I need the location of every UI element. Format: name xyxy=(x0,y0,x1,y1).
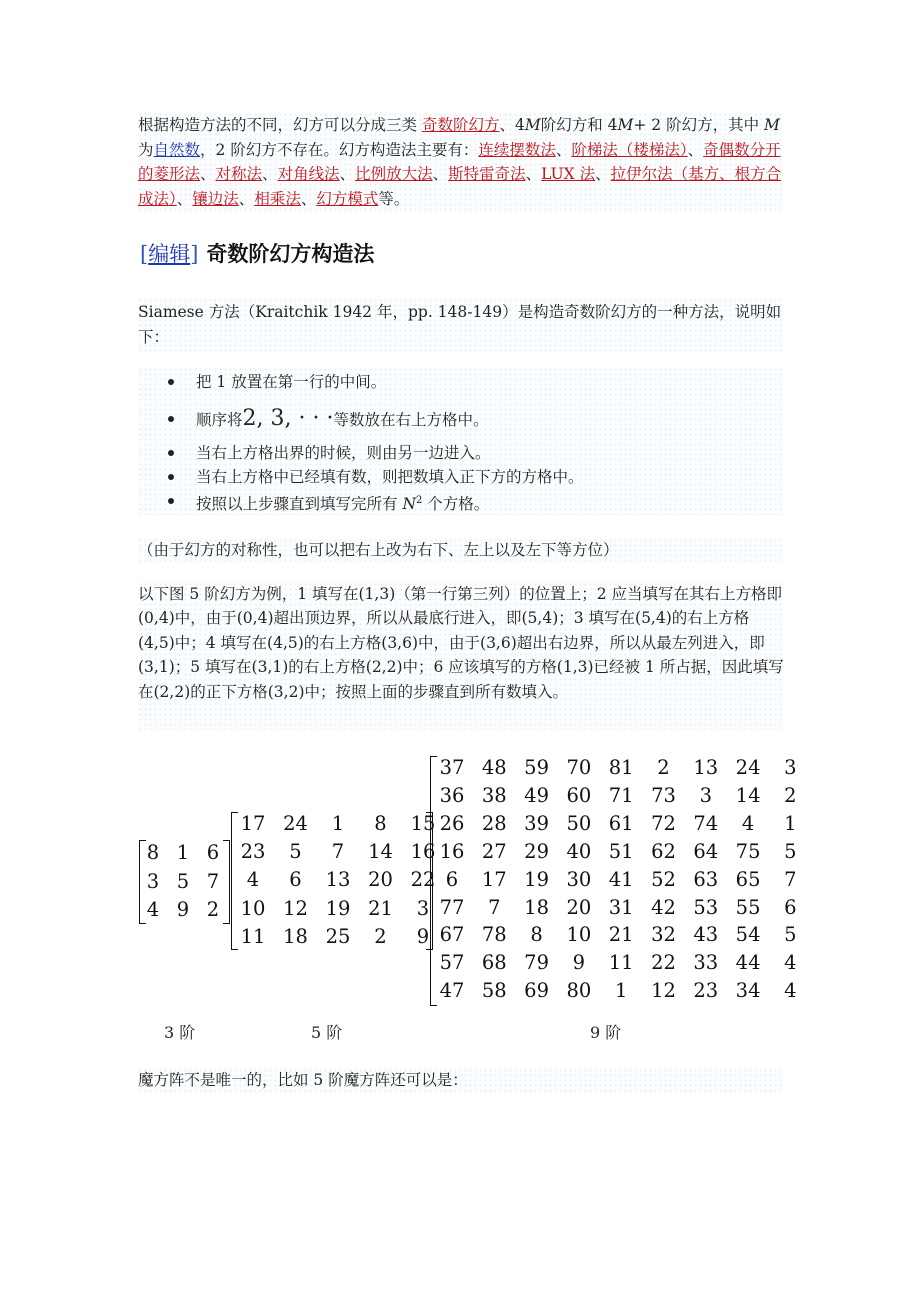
separator: 、 xyxy=(300,189,317,208)
steps-list-block xyxy=(138,367,784,515)
matrix-cell: 54 xyxy=(735,923,761,947)
matrix-cell: 7 xyxy=(206,869,220,893)
matrix-cell: 27 xyxy=(481,839,507,863)
matrix-cell: 21 xyxy=(608,923,634,947)
closing-paragraph: 魔方阵不是唯一的，比如 5 阶魔方阵还可以是： xyxy=(138,1068,784,1094)
separator: 、 xyxy=(238,189,255,208)
matrix-cell: 63 xyxy=(693,867,719,891)
matrix-cell: 7 xyxy=(331,840,345,864)
matrix-5x5 xyxy=(231,810,434,952)
matrix-cell: 50 xyxy=(566,811,592,835)
caption-5: 5 阶 xyxy=(311,1023,343,1042)
intro-text: 等。 xyxy=(378,189,410,208)
matrix-cell: 12 xyxy=(283,896,308,920)
matrix-cell: 73 xyxy=(651,783,676,807)
matrix-cell: 62 xyxy=(651,839,676,863)
matrix-cell: 3 xyxy=(784,756,797,779)
matrix-cell: 6 xyxy=(289,868,302,892)
matrix-cell: 31 xyxy=(608,895,634,919)
matrix-cell: 28 xyxy=(481,811,507,835)
matrix-cell: 52 xyxy=(651,867,676,891)
bracket-open: [ xyxy=(140,242,149,266)
link-odd-even-diamond[interactable]: 奇偶数分开的菱形法 xyxy=(138,140,781,183)
matrix-cell: 44 xyxy=(735,951,761,975)
matrix-cell: 22 xyxy=(410,868,436,892)
edit-link[interactable]: 编辑 xyxy=(148,242,191,266)
separator: 、 xyxy=(555,140,572,159)
matrix-cell: 36 xyxy=(439,783,465,807)
matrix-cell: 11 xyxy=(608,951,634,975)
matrix-cell: 57 xyxy=(439,951,465,975)
matrix-cell: 38 xyxy=(481,783,507,807)
matrix-cell: 22 xyxy=(651,951,676,975)
matrix-cell: 19 xyxy=(524,867,549,891)
math-variable: M xyxy=(524,116,541,134)
matrix-cell: 81 xyxy=(608,756,634,779)
matrix-cell: 23 xyxy=(240,840,266,864)
matrix-cell: 2 xyxy=(657,756,670,779)
matrix-cell: 61 xyxy=(608,811,634,835)
link-lahire-method[interactable]: 拉伊尔法（基方、根方合成法） xyxy=(138,165,782,208)
matrix-cell: 72 xyxy=(651,811,676,835)
separator: 、 xyxy=(595,165,611,183)
matrix-cell: 4 xyxy=(784,979,797,1003)
matrix-cell: 16 xyxy=(410,840,436,864)
matrix-cell: 8 xyxy=(146,841,160,864)
matrix-cell: 14 xyxy=(368,840,393,864)
matrix-cell: 16 xyxy=(439,839,465,863)
matrix-cell: 20 xyxy=(566,895,592,919)
matrix-cell: 64 xyxy=(693,839,719,863)
link-diagonal-method[interactable]: 对角线法 xyxy=(277,165,340,183)
caption-3: 3 阶 xyxy=(164,1023,196,1042)
matrix-cell: 26 xyxy=(439,811,465,835)
link-lux-method[interactable]: LUX 法 xyxy=(541,165,596,183)
matrix-cell: 30 xyxy=(566,867,592,891)
matrix-cell: 18 xyxy=(524,895,549,919)
matrix-cell: 2 xyxy=(206,898,220,921)
matrix-cell: 58 xyxy=(481,979,507,1003)
matrix-cell: 23 xyxy=(693,979,719,1003)
matrix-cell: 4 xyxy=(741,811,755,835)
intro-text: 为 xyxy=(138,140,154,159)
matrix-cell: 55 xyxy=(735,895,761,919)
intro-paragraph xyxy=(138,112,784,213)
matrix-cell: 53 xyxy=(693,895,719,919)
separator: 、 xyxy=(176,189,193,208)
matrix-cell: 24 xyxy=(735,756,761,779)
matrix-cell: 3 xyxy=(699,783,712,807)
matrix-9x9 xyxy=(430,754,797,1008)
matrix-cell: 24 xyxy=(283,812,308,835)
matrix-cell: 11 xyxy=(240,924,266,948)
matrix-cell: 34 xyxy=(735,979,761,1003)
matrix-cell: 25 xyxy=(325,924,351,948)
step-text: 等数放在右上方格中。 xyxy=(333,411,489,429)
matrix-cell: 5 xyxy=(176,869,190,893)
matrix-cell: 10 xyxy=(240,896,266,920)
matrix-cell: 1 xyxy=(614,979,628,1003)
link-multiply-method[interactable]: 相乘法 xyxy=(254,189,301,208)
siamese-paragraph: Siamese 方法（Kraitchik 1942 年，pp. 148-149）是构造奇数阶幻方的一种方法，说明如下： xyxy=(138,298,784,352)
matrix-cell: 6 xyxy=(206,841,220,864)
caption-9: 9 阶 xyxy=(590,1023,622,1042)
matrix-cell: 1 xyxy=(331,812,345,835)
matrix-cell: 1 xyxy=(784,811,797,835)
list-item xyxy=(138,489,784,513)
intro-text: ，2 阶幻方不存在。幻方构造法主要有： xyxy=(200,140,479,159)
matrix-cell: 13 xyxy=(693,756,719,779)
step-text: 个方格。 xyxy=(422,495,490,514)
separator: 、 xyxy=(339,165,356,183)
matrix-cell: 48 xyxy=(481,756,507,779)
separator: 、 xyxy=(687,140,704,159)
matrix-cell: 51 xyxy=(608,839,634,863)
example-paragraph: 以下图 5 阶幻方为例，1 填写在(1,3)（第一行第三列）的位置上；2 应当填写在其右上方格即(0,4)中，由于(0,4)超出顶边界，所以从最底行进入，即(5,4)；3 填写在(5,4)的右上方格(4,5)中；4 填写在(4,5)的右上方格(3,6)中，由于(3,6)超出右边界，所以从最左列进入，即(3,1)；5 填写在(3,1)的右上方格(2,2)中；6 应该填写的方格(1,3)已经被 1 所占据，因此填写在(2,2)的正下方格(3,2)中；按照上面的步骤直到所有数填入。 xyxy=(138,582,784,730)
link-natural-number[interactable]: 自然数 xyxy=(153,140,201,159)
matrix-cell: 4 xyxy=(246,868,260,892)
matrix-cell: 5 xyxy=(289,840,302,864)
link-continuous-method[interactable]: 连续摆数法 xyxy=(478,140,556,159)
matrix-cell: 6 xyxy=(784,895,797,919)
math-formula: 2, 3, · · · xyxy=(242,406,334,431)
matrix-cell: 80 xyxy=(566,979,592,1003)
matrix-cell: 75 xyxy=(735,839,761,863)
matrix-cell: 40 xyxy=(566,839,592,863)
list-item xyxy=(138,397,784,441)
matrix-cell: 43 xyxy=(693,923,719,947)
step-text: 按照以上步骤直到填写完所有 xyxy=(196,495,403,514)
matrix-cell: 4 xyxy=(784,951,797,975)
matrix-cell: 65 xyxy=(735,867,761,891)
link-strachey-method[interactable]: 斯特雷奇法 xyxy=(448,165,526,183)
matrix-cell: 67 xyxy=(439,923,465,947)
matrix-cell: 8 xyxy=(374,812,387,835)
matrix-cell: 4 xyxy=(146,898,160,921)
math-variable: M xyxy=(617,116,634,134)
matrix-cell: 78 xyxy=(481,923,507,947)
matrix-cell: 19 xyxy=(325,896,351,920)
matrix-cell: 1 xyxy=(176,841,190,864)
matrix-cell: 21 xyxy=(368,896,393,920)
matrix-cell: 59 xyxy=(524,756,549,779)
matrix-cell: 2 xyxy=(784,783,797,807)
matrix-cell: 18 xyxy=(283,924,308,948)
intro-text: 阶幻方和 4 xyxy=(540,116,618,134)
matrix-cell: 77 xyxy=(439,895,465,919)
matrix-cell: 7 xyxy=(784,867,797,891)
matrix-cell: 17 xyxy=(240,812,266,835)
link-symmetric-method[interactable]: 对称法 xyxy=(215,165,263,183)
list-item: 把 1 放置在第一行的中间。 xyxy=(138,367,784,397)
matrix-cell: 15 xyxy=(410,812,436,835)
matrix-cell: 39 xyxy=(524,811,549,835)
matrix-cell: 42 xyxy=(651,895,676,919)
matrix-cell: 20 xyxy=(368,868,393,892)
math-superscript: 2 xyxy=(416,495,423,506)
separator: 、 xyxy=(200,165,216,183)
step-text: 顺序将 xyxy=(196,411,243,429)
matrix-cell: 37 xyxy=(439,756,465,779)
math-variable: N xyxy=(402,495,416,514)
matrix-cell: 32 xyxy=(651,923,676,947)
matrix-cell: 33 xyxy=(693,951,719,975)
link-magic-pattern[interactable]: 幻方模式 xyxy=(316,189,379,208)
matrix-cell: 79 xyxy=(524,951,549,975)
separator: 、 xyxy=(262,165,278,183)
symmetry-note: （由于幻方的对称性，也可以把右上改为右下、左上以及左下等方位） xyxy=(138,538,784,564)
intro-text: 根据构造方法的不同，幻方可以分成三类 xyxy=(138,116,422,134)
matrix-cell: 9 xyxy=(416,924,430,948)
matrix-cell: 41 xyxy=(608,867,634,891)
matrix-cell: 9 xyxy=(176,898,190,921)
section-title: 奇数阶幻方构造法 xyxy=(206,242,375,266)
link-border-method[interactable]: 镶边法 xyxy=(192,189,239,208)
matrix-cell: 2 xyxy=(374,924,387,948)
matrix-cell: 49 xyxy=(524,783,549,807)
matrix-cell: 69 xyxy=(524,979,549,1003)
section-heading xyxy=(140,238,374,270)
separator: 、 xyxy=(432,165,449,183)
matrix-cell: 8 xyxy=(530,923,543,947)
matrix-cell: 12 xyxy=(651,979,676,1003)
link-stairs-method[interactable]: 阶梯法（楼梯法） xyxy=(571,140,688,159)
intro-text: + 2 阶幻方，其中 xyxy=(633,116,765,134)
matrix-cell: 14 xyxy=(735,783,761,807)
math-variable: M xyxy=(764,116,780,134)
matrix-cell: 70 xyxy=(566,756,592,779)
matrix-cell: 13 xyxy=(325,868,351,892)
matrix-cell: 7 xyxy=(488,895,501,919)
matrix-cell: 6 xyxy=(445,867,459,891)
steps-list xyxy=(138,367,784,513)
matrix-cell: 68 xyxy=(481,951,507,975)
list-item: 当右上方格出界的时候，则由另一边进入。 xyxy=(138,441,784,465)
matrix-cell: 17 xyxy=(481,867,507,891)
matrix-cell: 5 xyxy=(784,923,797,947)
matrix-cell: 3 xyxy=(416,896,430,920)
matrix-cell: 5 xyxy=(784,839,797,863)
separator: 、 xyxy=(525,165,542,183)
matrix-cell: 10 xyxy=(566,923,592,947)
link-odd-magic-square[interactable]: 奇数阶幻方 xyxy=(421,116,500,134)
intro-text: 、4 xyxy=(499,116,525,134)
list-item: 当右上方格中已经填有数，则把数填入正下方的方格中。 xyxy=(138,465,784,489)
matrix-cell: 74 xyxy=(693,811,719,835)
matrix-cell: 47 xyxy=(439,979,465,1003)
matrix-cell: 3 xyxy=(146,869,160,893)
matrix-3x3 xyxy=(139,838,231,926)
matrix-cell: 71 xyxy=(608,783,634,807)
matrix-cell: 9 xyxy=(572,951,586,975)
matrix-cell: 29 xyxy=(524,839,549,863)
bracket-close: ] xyxy=(190,242,199,266)
link-scale-method[interactable]: 比例放大法 xyxy=(355,165,433,183)
matrix-cell: 60 xyxy=(566,783,592,807)
